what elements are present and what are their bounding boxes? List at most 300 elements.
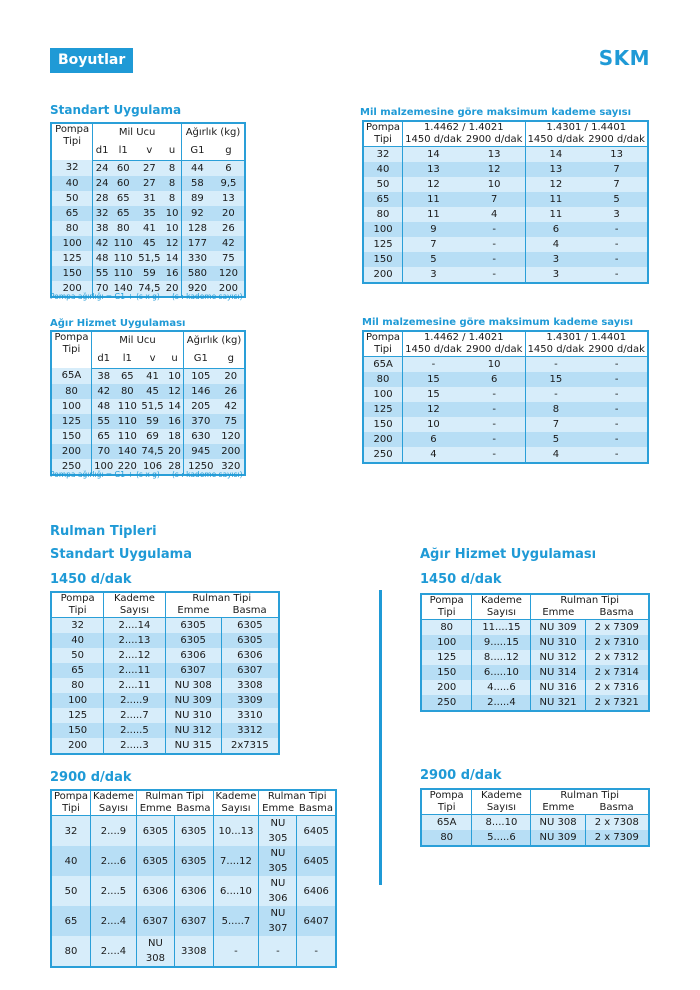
- table-cell: 35: [135, 206, 163, 221]
- table-cell: 1250: [184, 459, 218, 475]
- table-cell: 12: [464, 162, 525, 177]
- table-row: [363, 402, 648, 417]
- sub-header: 2900 d/dak: [586, 134, 648, 147]
- table-cell: 2....13: [104, 633, 165, 648]
- table-cell: 6305: [221, 618, 279, 634]
- col-header-pompa: Pompa: [421, 594, 472, 607]
- table-cell: 110: [116, 429, 140, 444]
- table-cell: 100: [51, 236, 93, 251]
- table-cell: 42: [93, 236, 111, 251]
- table-cell: 45: [135, 236, 163, 251]
- stage-count-note: (s : kademe sayısı): [172, 292, 243, 301]
- table-cell: 200: [51, 444, 91, 459]
- table-cell: 110: [116, 399, 140, 414]
- table-row: [51, 816, 336, 847]
- col-header-rulman-tipi: Rulman Tipi: [165, 592, 279, 605]
- sub-header: 1450 d/dak: [525, 344, 586, 357]
- table-cell: -: [464, 417, 525, 432]
- table-row: [51, 414, 245, 429]
- table-cell: 11: [403, 207, 464, 222]
- sub-header: d1: [91, 350, 115, 368]
- table-cell: 80: [116, 384, 140, 399]
- table-cell: 16: [163, 266, 181, 281]
- table-cell: -: [586, 357, 648, 373]
- table-cell: 70: [91, 444, 115, 459]
- table-cell: 80: [421, 830, 472, 846]
- table-cell: -: [586, 237, 648, 252]
- table-cell: 60: [111, 176, 135, 191]
- table-cell: 8.....12: [472, 650, 531, 665]
- table-cell: 125: [363, 237, 403, 252]
- table-cell: 120: [218, 429, 245, 444]
- col-header-emme: Emme: [259, 803, 297, 816]
- table-row: [51, 251, 245, 266]
- sub-header: 2900 d/dak: [464, 344, 525, 357]
- table-cell: 2....4: [91, 936, 137, 967]
- table-cell: 2.....5: [104, 723, 165, 738]
- max-stages-standard-table: [362, 120, 649, 284]
- table-row: [363, 147, 648, 163]
- bearings-heavy-2900-table: [420, 788, 650, 847]
- table-cell: 200: [51, 281, 93, 297]
- table-cell: 110: [116, 414, 140, 429]
- table-cell: 2....4: [91, 906, 137, 936]
- table-cell: -: [464, 432, 525, 447]
- table-row: [51, 221, 245, 236]
- table-cell: 6305: [174, 816, 213, 847]
- table-cell: 65: [51, 906, 91, 936]
- table-cell: 177: [181, 236, 212, 251]
- table-row: [51, 384, 245, 399]
- table-cell: 50: [51, 876, 91, 906]
- table-row: [363, 447, 648, 463]
- table-cell: 106: [139, 459, 166, 475]
- table-cell: 48: [91, 399, 115, 414]
- table-cell: 200: [363, 432, 403, 447]
- table-cell: 10: [163, 221, 181, 236]
- table-cell: 48: [93, 251, 111, 266]
- table-row: [51, 618, 279, 634]
- table-row: [51, 236, 245, 251]
- table-row: [51, 936, 336, 967]
- table-row: [421, 815, 649, 831]
- table-cell: 150: [421, 665, 472, 680]
- heavy-1450-title: 1450 d/dak: [420, 572, 502, 587]
- table-cell: NU 308: [531, 815, 585, 831]
- col-header-kademe: Kademe: [472, 594, 531, 607]
- table-cell: 10: [464, 357, 525, 373]
- table-cell: 55: [91, 414, 115, 429]
- table-cell: 13: [403, 162, 464, 177]
- table-cell: -: [586, 432, 648, 447]
- table-cell: 4: [464, 207, 525, 222]
- table-cell: NU 312: [531, 650, 585, 665]
- table-cell: 32: [51, 160, 93, 176]
- col-header-tipi: Tipi: [51, 803, 91, 816]
- table-cell: 150: [51, 266, 93, 281]
- table-cell: 200: [421, 680, 472, 695]
- max-stages-heavy-table: [362, 330, 649, 464]
- col-header-agirlik: Ağırlık (kg): [184, 331, 245, 350]
- sub-header: g: [218, 350, 245, 368]
- table-cell: 2 x 7314: [585, 665, 649, 680]
- table-cell: 40: [51, 633, 104, 648]
- col-header-pompa: Pompa: [363, 331, 403, 344]
- table-cell: 26: [213, 221, 245, 236]
- table-cell: 14: [403, 147, 464, 163]
- table-cell: 15: [403, 387, 464, 402]
- table-cell: NU 314: [531, 665, 585, 680]
- table-cell: 13: [525, 162, 586, 177]
- table-cell: 40: [51, 846, 91, 876]
- table-row: [363, 222, 648, 237]
- table-cell: NU 305: [259, 846, 297, 876]
- table-cell: 2....11: [104, 663, 165, 678]
- table-cell: 2 x 7316: [585, 680, 649, 695]
- table-cell: 12: [525, 177, 586, 192]
- sub-header: G1: [181, 142, 212, 160]
- col-header-tipi: Tipi: [421, 802, 472, 815]
- table-row: [363, 192, 648, 207]
- table-row: [51, 738, 279, 754]
- table-cell: 6305: [221, 633, 279, 648]
- table-cell: -: [586, 402, 648, 417]
- table-row: [363, 267, 648, 283]
- table-cell: 80: [51, 384, 91, 399]
- table-cell: 89: [181, 191, 212, 206]
- table-cell: 3312: [221, 723, 279, 738]
- col-header-rulman-tipi: Rulman Tipi: [136, 790, 213, 803]
- table-cell: 146: [184, 384, 218, 399]
- table-cell: 38: [93, 221, 111, 236]
- table-cell: -: [586, 252, 648, 267]
- table-cell: -: [213, 936, 259, 967]
- table-row: [363, 372, 648, 387]
- table-cell: 2 x 7308: [585, 815, 649, 831]
- col-header-basma: Basma: [297, 803, 336, 816]
- table-cell: 7: [586, 177, 648, 192]
- table-cell: 20: [218, 368, 245, 384]
- table-cell: 100: [51, 399, 91, 414]
- table-cell: -: [464, 267, 525, 283]
- table-cell: 80: [363, 207, 403, 222]
- table-cell: 330: [181, 251, 212, 266]
- table-cell: -: [464, 447, 525, 463]
- table-cell: NU 309: [531, 830, 585, 846]
- table-cell: 51,5: [139, 399, 166, 414]
- table-row: [51, 906, 336, 936]
- table-row: [421, 695, 649, 711]
- table-cell: NU 305: [259, 816, 297, 847]
- table-cell: 5: [525, 432, 586, 447]
- table-cell: 28: [166, 459, 184, 475]
- table-cell: 51,5: [135, 251, 163, 266]
- table-cell: 40: [363, 162, 403, 177]
- table-cell: 6306: [174, 876, 213, 906]
- table-row: [421, 650, 649, 665]
- table-cell: 20: [166, 444, 184, 459]
- col-header-mil-ucu: Mil Ucu: [91, 331, 183, 350]
- table-cell: 3: [525, 267, 586, 283]
- table-cell: 65: [91, 429, 115, 444]
- table-cell: 10: [464, 177, 525, 192]
- sub-header: g: [213, 142, 245, 160]
- table-cell: 26: [218, 384, 245, 399]
- table-cell: 74,5: [139, 444, 166, 459]
- table-cell: 6....10: [213, 876, 259, 906]
- table-cell: 7: [403, 237, 464, 252]
- table-row: [51, 876, 336, 906]
- table-cell: -: [586, 447, 648, 463]
- table-cell: 110: [111, 236, 135, 251]
- table-cell: 6: [525, 222, 586, 237]
- table-cell: 11: [525, 207, 586, 222]
- table-cell: 8: [163, 176, 181, 191]
- table-cell: 125: [51, 414, 91, 429]
- table-cell: 200: [218, 444, 245, 459]
- table-cell: 920: [181, 281, 212, 297]
- heavy-2900-title: 2900 d/dak: [420, 768, 502, 783]
- section-header: Boyutlar: [50, 48, 133, 73]
- table-cell: 200: [213, 281, 245, 297]
- table-row: [51, 663, 279, 678]
- col-header-emme: Emme: [531, 607, 585, 620]
- standard-dimensions-table: [50, 122, 246, 298]
- table-cell: 945: [184, 444, 218, 459]
- table-cell: NU 310: [165, 708, 221, 723]
- table-row: [51, 399, 245, 414]
- table-cell: 20: [213, 206, 245, 221]
- table-cell: 2 x 7321: [585, 695, 649, 711]
- sub-header: d1: [93, 142, 111, 160]
- table-cell: 6305: [165, 633, 221, 648]
- table-cell: 6305: [136, 816, 174, 847]
- table-cell: 2.....4: [472, 695, 531, 711]
- table-cell: 150: [51, 723, 104, 738]
- stage-count-note: (s : kademe sayısı): [172, 470, 243, 479]
- table-cell: 9: [403, 222, 464, 237]
- table-cell: 110: [111, 251, 135, 266]
- table-cell: 65A: [421, 815, 472, 831]
- table-cell: 10...13: [213, 816, 259, 847]
- table-cell: 100: [363, 387, 403, 402]
- table-cell: 8: [163, 191, 181, 206]
- table-cell: 200: [363, 267, 403, 283]
- sub-header: 1450 d/dak: [403, 134, 464, 147]
- table-cell: 9.....15: [472, 635, 531, 650]
- table-cell: 6407: [297, 906, 336, 936]
- table-cell: 16: [166, 414, 184, 429]
- col-header-kademe: Kademe: [91, 790, 137, 803]
- table-cell: 59: [135, 266, 163, 281]
- table-cell: 50: [51, 648, 104, 663]
- table-cell: 11....15: [472, 620, 531, 636]
- col-header-material-1: 1.4462 / 1.4021: [403, 331, 525, 344]
- table-cell: 24: [93, 160, 111, 176]
- table-cell: 220: [116, 459, 140, 475]
- table-cell: 2.....9: [104, 693, 165, 708]
- col-header-sayisi: Sayısı: [91, 803, 137, 816]
- table-cell: 6.....10: [472, 665, 531, 680]
- table-cell: -: [464, 237, 525, 252]
- table-cell: 80: [51, 936, 91, 967]
- col-header-pompa: Pompa: [51, 790, 91, 803]
- col-header-sayisi: Sayısı: [213, 803, 259, 816]
- table-cell: 2 x 7309: [585, 830, 649, 846]
- weight-formula-note: Pompa ağırlığı = G1 + (s x g): [50, 292, 160, 301]
- table-cell: 6405: [297, 816, 336, 847]
- col-header-pompa: Pompa: [421, 789, 472, 802]
- table-cell: 65: [111, 206, 135, 221]
- table-cell: 2 x 7312: [585, 650, 649, 665]
- table-cell: 12: [403, 177, 464, 192]
- table-cell: 6307: [165, 663, 221, 678]
- table-cell: 65: [111, 191, 135, 206]
- table-cell: 200: [51, 738, 104, 754]
- standard-dimensions-title: Standart Uygulama: [50, 103, 182, 117]
- sub-header: u: [163, 142, 181, 160]
- col-header-material-2: 1.4301 / 1.4401: [525, 121, 648, 134]
- table-cell: NU 306: [259, 876, 297, 906]
- table-cell: 44: [181, 160, 212, 176]
- table-cell: 14: [163, 251, 181, 266]
- table-cell: 100: [363, 222, 403, 237]
- col-header-pompa-tipi: Pompa Tipi: [51, 331, 91, 368]
- table-cell: -: [403, 357, 464, 373]
- table-cell: -: [464, 387, 525, 402]
- sub-header: G1: [184, 350, 218, 368]
- table-row: [363, 387, 648, 402]
- table-cell: 6306: [165, 648, 221, 663]
- table-cell: -: [586, 222, 648, 237]
- table-cell: NU 309: [165, 693, 221, 708]
- table-cell: -: [525, 387, 586, 402]
- table-cell: 2....14: [104, 618, 165, 634]
- table-row: [51, 176, 245, 191]
- table-cell: 65: [116, 368, 140, 384]
- bearings-standard-1450-table: [50, 591, 280, 755]
- table-cell: 12: [166, 384, 184, 399]
- table-cell: 58: [181, 176, 212, 191]
- table-cell: -: [259, 936, 297, 967]
- table-row: [51, 708, 279, 723]
- table-row: [421, 830, 649, 846]
- table-cell: 65A: [363, 357, 403, 373]
- table-cell: 4.....6: [472, 680, 531, 695]
- table-cell: 15: [525, 372, 586, 387]
- table-cell: 42: [218, 399, 245, 414]
- table-cell: 65A: [51, 368, 91, 384]
- table-cell: 128: [181, 221, 212, 236]
- table-cell: 105: [184, 368, 218, 384]
- table-cell: 4: [525, 447, 586, 463]
- bearings-title: Rulman Tipleri: [50, 524, 157, 539]
- table-cell: 14: [166, 399, 184, 414]
- bearings-heavy-1450-table: [420, 593, 650, 712]
- table-cell: 6307: [174, 906, 213, 936]
- table-row: [421, 620, 649, 636]
- table-cell: 6306: [221, 648, 279, 663]
- table-cell: -: [586, 372, 648, 387]
- table-row: [51, 648, 279, 663]
- sub-header: Tipi: [363, 344, 403, 357]
- table-cell: 31: [135, 191, 163, 206]
- table-cell: 11: [403, 192, 464, 207]
- table-cell: -: [464, 222, 525, 237]
- table-cell: 2....5: [91, 876, 137, 906]
- table-cell: NU 308: [165, 678, 221, 693]
- table-row: [51, 846, 336, 876]
- table-cell: 100: [421, 635, 472, 650]
- table-cell: 80: [421, 620, 472, 636]
- col-header-emme: Emme: [136, 803, 174, 816]
- table-cell: 150: [363, 252, 403, 267]
- col-header-material-2: 1.4301 / 1.4401: [525, 331, 648, 344]
- table-cell: 140: [116, 444, 140, 459]
- table-cell: 41: [135, 221, 163, 236]
- table-cell: 24: [93, 176, 111, 191]
- table-cell: 15: [403, 372, 464, 387]
- table-cell: NU 310: [531, 635, 585, 650]
- table-cell: 110: [111, 266, 135, 281]
- table-cell: 5.....7: [213, 906, 259, 936]
- table-cell: 60: [111, 160, 135, 176]
- table-cell: 6307: [221, 663, 279, 678]
- table-cell: 320: [218, 459, 245, 475]
- table-cell: 11: [525, 192, 586, 207]
- table-row: [363, 162, 648, 177]
- table-cell: 27: [135, 160, 163, 176]
- table-cell: 20: [163, 281, 181, 297]
- table-cell: NU 307: [259, 906, 297, 936]
- table-row: [51, 368, 245, 384]
- col-header-kademe: Kademe: [104, 592, 165, 605]
- table-cell: 32: [363, 147, 403, 163]
- table-cell: 92: [181, 206, 212, 221]
- table-cell: 59: [139, 414, 166, 429]
- table-cell: 12: [403, 402, 464, 417]
- col-header-kademe: Kademe: [213, 790, 259, 803]
- table-cell: 12: [163, 236, 181, 251]
- table-cell: 2x7315: [221, 738, 279, 754]
- col-header-emme: Emme: [531, 802, 585, 815]
- col-header-basma: Basma: [174, 803, 213, 816]
- table-cell: NU 321: [531, 695, 585, 711]
- table-cell: 250: [421, 695, 472, 711]
- col-header-basma: Basma: [585, 607, 649, 620]
- table-cell: 3: [586, 207, 648, 222]
- table-cell: 6: [403, 432, 464, 447]
- table-row: [51, 693, 279, 708]
- table-cell: 42: [91, 384, 115, 399]
- sub-header: 1450 d/dak: [403, 344, 464, 357]
- col-header-pompa: Pompa: [363, 121, 403, 134]
- table-cell: 3308: [174, 936, 213, 967]
- table-cell: 3310: [221, 708, 279, 723]
- table-cell: 32: [51, 618, 104, 634]
- table-cell: 42: [213, 236, 245, 251]
- col-header-mil-ucu: Mil Ucu: [93, 123, 182, 142]
- col-header-rulman-tipi: Rulman Tipi: [259, 790, 336, 803]
- table-cell: 41: [139, 368, 166, 384]
- bearings-standard-2900-table: [50, 789, 337, 968]
- table-cell: 13: [586, 147, 648, 163]
- sub-header: u: [166, 350, 184, 368]
- table-cell: 120: [213, 266, 245, 281]
- col-header-sayisi: Sayısı: [104, 605, 165, 618]
- table-cell: 69: [139, 429, 166, 444]
- table-cell: 6307: [136, 906, 174, 936]
